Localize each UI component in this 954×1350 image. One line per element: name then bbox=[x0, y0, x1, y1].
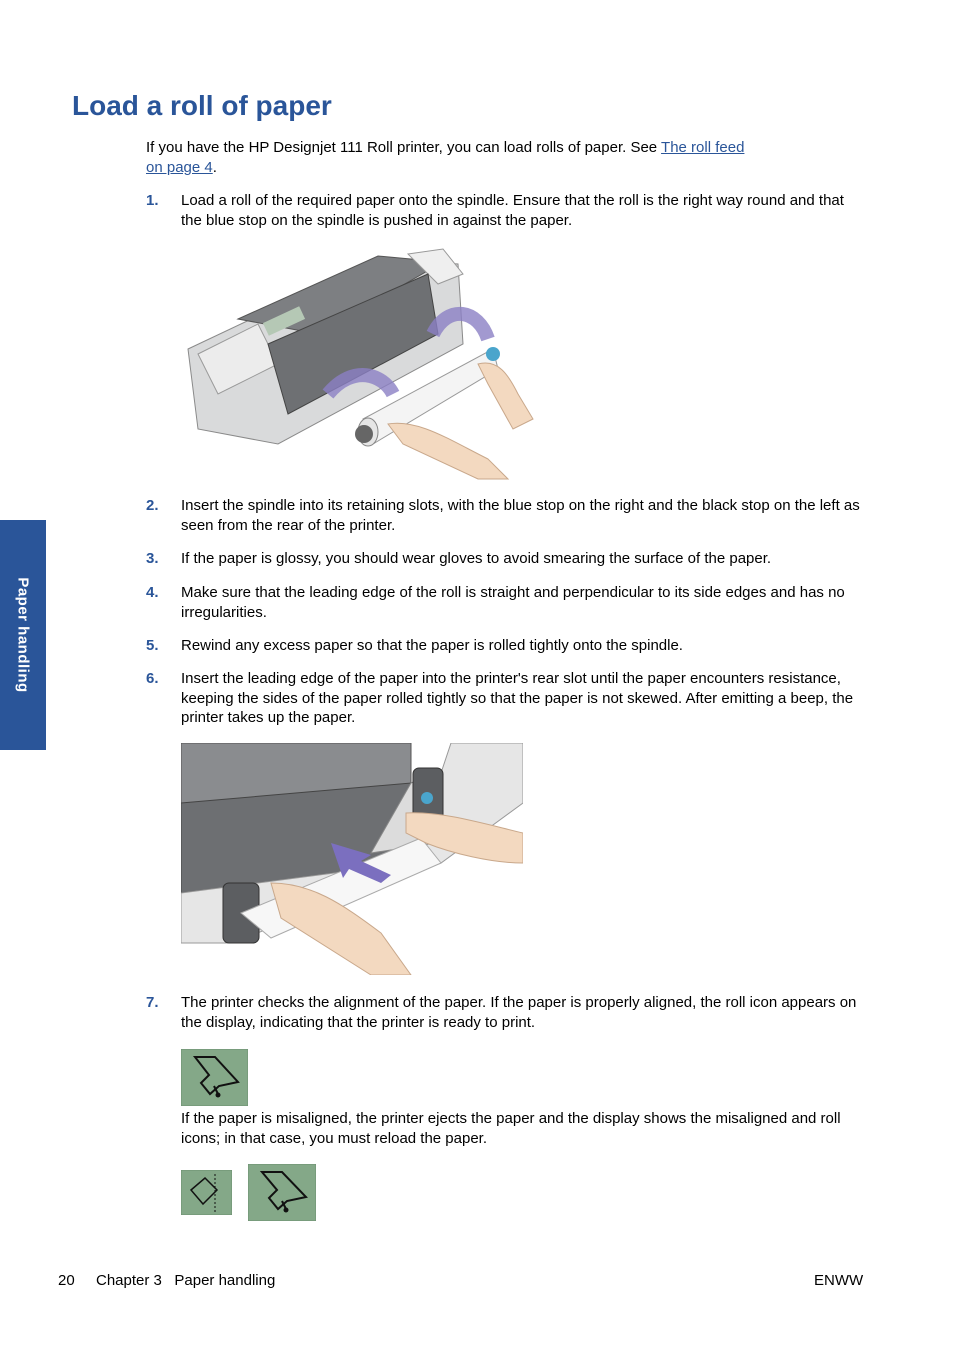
step-number: 2. bbox=[146, 497, 159, 514]
intro-text: If you have the HP Designjet 111 Roll printer, you can load rolls of paper. See bbox=[146, 139, 662, 156]
step-text: Insert the leading edge of the paper into the printer's rear slot until the paper encounters resistance, keeping the sides of the paper rolled tightly so that the paper is not skewed. After emitting a beep, the printer takes up the paper. bbox=[181, 670, 854, 726]
step-text: If the paper is glossy, you should wear gloves to avoid smearing the surface of the paper. bbox=[181, 550, 772, 567]
paper-insertion-illustration bbox=[181, 743, 523, 975]
footer-enww: ENWW bbox=[814, 1272, 864, 1289]
misaligned-icon bbox=[181, 1170, 232, 1215]
step-number: 5. bbox=[146, 637, 159, 654]
misaligned-note: If the paper is misaligned, the printer ejects the paper and the display shows the misaligned and roll icons; in that case, you must reload the paper. bbox=[181, 1110, 841, 1147]
roll-feed-link-page[interactable]: on page 4 bbox=[146, 159, 213, 176]
intro-end: . bbox=[212, 159, 217, 176]
step-text: Rewind any excess paper so that the paper is rolled tightly onto the spindle. bbox=[181, 637, 683, 654]
step-number: 7. bbox=[146, 994, 159, 1011]
step-number: 6. bbox=[146, 670, 159, 687]
footer-chapter: Chapter 3 Paper handling bbox=[96, 1272, 276, 1289]
step-number: 1. bbox=[146, 192, 159, 209]
side-tab bbox=[0, 520, 46, 750]
step-number: 4. bbox=[146, 584, 159, 601]
step-text: Insert the spindle into its retaining slots, with the blue stop on the right and the black stop on the left as seen from the rear of the printer. bbox=[181, 497, 860, 534]
step-text: Load a roll of the required paper onto the spindle. Ensure that the roll is the right way round and that the blue stop on the spindle is pushed in against the paper. bbox=[181, 192, 844, 229]
step-text: The printer checks the alignment of the paper. If the paper is properly aligned, the roll icon appears on the display, indicating that the printer is ready to print. bbox=[181, 994, 857, 1031]
page-title: Load a roll of paper bbox=[72, 90, 332, 121]
roll-icon bbox=[181, 1049, 248, 1106]
footer-page-number: 20 bbox=[58, 1272, 75, 1289]
side-tab-label: Paper handling bbox=[14, 577, 32, 693]
roll-feed-link[interactable]: The roll feed bbox=[661, 139, 745, 156]
step-text: Make sure that the leading edge of the roll is straight and perpendicular to its side edges and has no irregularities. bbox=[181, 584, 845, 621]
intro-paragraph bbox=[146, 138, 826, 178]
step-number: 3. bbox=[146, 550, 159, 567]
roll-icon bbox=[248, 1164, 316, 1221]
printer-spindle-illustration bbox=[178, 244, 538, 484]
